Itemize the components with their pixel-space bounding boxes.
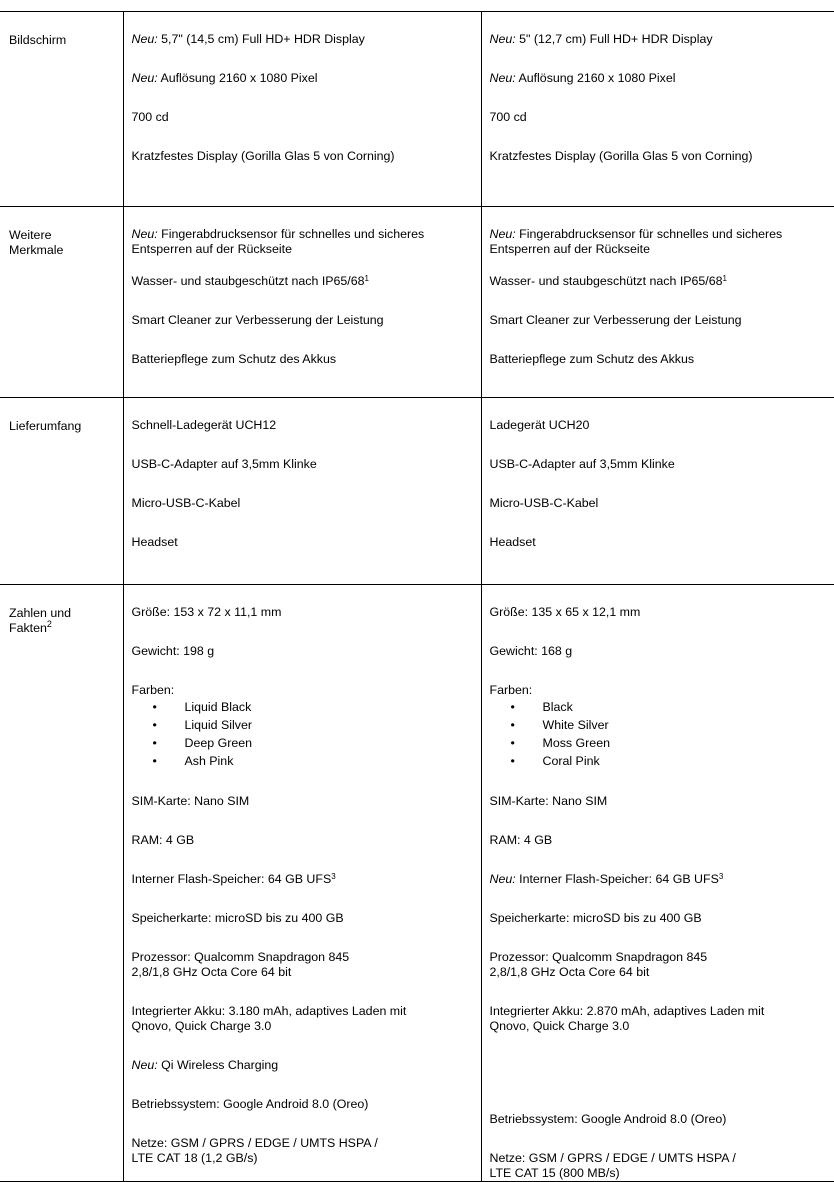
spec-item xyxy=(132,149,475,164)
spec-os: Betriebssystem: Google Android 8.0 (Oreo) xyxy=(489,1112,727,1126)
spec-text-continued: Qnovo, Quick Charge 3.0 xyxy=(131,1019,272,1033)
spec-item: Headset xyxy=(489,535,536,549)
spec-text: Batteriepflege zum Schutz des Akkus xyxy=(131,352,337,366)
spec-text: Interner Flash-Speicher: 64 GB UFS xyxy=(515,872,719,886)
spec-text: Fingerabdrucksensor für schnelles und sicheres xyxy=(157,227,425,241)
spec-text: 5,7" (14,5 cm) Full HD+ HDR Display xyxy=(157,32,365,46)
new-marker: Neu: xyxy=(131,1058,158,1072)
spec-text: Fingerabdrucksensor für schnelles und sicheres xyxy=(515,227,783,241)
right-cell xyxy=(481,585,834,1182)
spec-text: Qi Wireless Charging xyxy=(157,1058,279,1072)
spec-text-continued: Entsperren auf der Rückseite xyxy=(131,242,292,256)
row-header-line: Weitere xyxy=(9,228,52,242)
spec-networks xyxy=(490,1151,829,1181)
spec-networks xyxy=(132,1136,475,1166)
spec-text: Auflösung 2160 x 1080 Pixel xyxy=(157,71,318,85)
spec-text: 5" (12,7 cm) Full HD+ HDR Display xyxy=(515,32,713,46)
left-cell xyxy=(123,207,481,398)
spec-os: Betriebssystem: Google Android 8.0 (Oreo) xyxy=(131,1097,369,1111)
right-cell xyxy=(481,398,834,585)
spec-text: Netze: GSM / GPRS / EDGE / UMTS HSPA / xyxy=(489,1151,736,1165)
new-marker: Neu: xyxy=(489,32,516,46)
footnote-marker: 3 xyxy=(331,872,336,881)
spec-text: Kratzfestes Display (Gorilla Glas 5 von Corning) xyxy=(489,149,753,163)
spec-ram: RAM: 4 GB xyxy=(131,833,195,847)
spec-item xyxy=(132,352,475,367)
spec-weight: Gewicht: 198 g xyxy=(131,644,215,658)
spec-text: Smart Cleaner zur Verbesserung der Leistung xyxy=(131,313,384,327)
spec-cpu xyxy=(490,950,829,980)
spec-item xyxy=(490,149,829,164)
list-item: • Moss Green xyxy=(490,734,829,752)
spec-sim: SIM-Karte: Nano SIM xyxy=(489,794,608,808)
new-marker: Neu: xyxy=(131,71,158,85)
spec-item xyxy=(132,227,475,257)
spec-flash xyxy=(132,872,475,887)
spec-item: Headset xyxy=(131,535,178,549)
table-row-lieferumfang xyxy=(0,398,834,585)
footnote-marker: 1 xyxy=(364,274,369,283)
row-header-line: Merkmale xyxy=(9,243,64,257)
right-cell xyxy=(481,207,834,398)
spec-text-continued: LTE CAT 15 (800 MB/s) xyxy=(489,1166,620,1180)
table-row-weitere-merkmale xyxy=(0,207,834,398)
spec-text: Prozessor: Qualcomm Snapdragon 845 xyxy=(131,950,350,964)
spec-text: Wasser- und staubgeschützt nach IP65/68 xyxy=(131,274,365,288)
spec-text: Integrierter Akku: 3.180 mAh, adaptives Laden mit xyxy=(131,1004,407,1018)
new-marker: Neu: xyxy=(489,71,516,85)
spec-text: Prozessor: Qualcomm Snapdragon 845 xyxy=(489,950,708,964)
spec-text: Auflösung 2160 x 1080 Pixel xyxy=(515,71,676,85)
list-item: • White Silver xyxy=(490,716,829,734)
spec-item xyxy=(490,274,829,289)
spec-text: Netze: GSM / GPRS / EDGE / UMTS HSPA / xyxy=(131,1136,378,1150)
spec-item: Micro-USB-C-Kabel xyxy=(131,496,241,510)
spec-item: Micro-USB-C-Kabel xyxy=(489,496,599,510)
footnote-marker: 2 xyxy=(46,619,52,629)
row-header: Bildschirm xyxy=(9,33,67,47)
spec-card: Speicherkarte: microSD bis zu 400 GB xyxy=(489,911,702,925)
spec-item xyxy=(132,71,475,86)
spec-text-continued: Entsperren auf der Rückseite xyxy=(489,242,650,256)
spec-size: Größe: 153 x 72 x 11,1 mm xyxy=(131,605,282,619)
row-header-cell xyxy=(0,12,123,207)
spec-battery xyxy=(490,1004,829,1034)
list-item: • Liquid Black xyxy=(132,698,475,716)
spec-qi xyxy=(132,1058,475,1073)
row-header-cell xyxy=(0,585,123,1182)
new-marker: Neu: xyxy=(131,32,158,46)
left-cell xyxy=(123,12,481,207)
spec-text-continued: 2,8/1,8 GHz Octa Core 64 bit xyxy=(489,965,650,979)
row-header-line: Zahlen und xyxy=(9,606,72,620)
colors-label: Farben: xyxy=(489,683,533,697)
spec-item: Schnell-Ladegerät UCH12 xyxy=(131,418,277,432)
spec-item xyxy=(490,313,829,328)
spec-weight: Gewicht: 168 g xyxy=(489,644,573,658)
spec-item xyxy=(132,110,475,125)
spec-item xyxy=(490,71,829,86)
list-item: • Ash Pink xyxy=(132,752,475,770)
spec-text-continued: 2,8/1,8 GHz Octa Core 64 bit xyxy=(131,965,292,979)
spec-size: Größe: 135 x 65 x 12,1 mm xyxy=(489,605,641,619)
spec-text: Kratzfestes Display (Gorilla Glas 5 von Corning) xyxy=(131,149,395,163)
spec-text: 700 cd xyxy=(131,110,169,124)
spec-colors xyxy=(490,683,829,770)
spec-item: USB-C-Adapter auf 3,5mm Klinke xyxy=(489,457,675,471)
spec-text: Interner Flash-Speicher: 64 GB UFS xyxy=(131,872,332,886)
spec-card: Speicherkarte: microSD bis zu 400 GB xyxy=(131,911,344,925)
row-header-line: Fakten xyxy=(9,621,47,635)
row-header xyxy=(0,207,123,390)
row-header: Lieferumfang xyxy=(9,419,82,433)
spec-item xyxy=(490,110,829,125)
new-marker: Neu: xyxy=(131,227,158,241)
spec-item: USB-C-Adapter auf 3,5mm Klinke xyxy=(131,457,317,471)
spec-text: Batteriepflege zum Schutz des Akkus xyxy=(489,352,695,366)
new-marker: Neu: xyxy=(489,227,516,241)
list-item: • Deep Green xyxy=(132,734,475,752)
list-item: • Black xyxy=(490,698,829,716)
footnote-marker: 1 xyxy=(722,274,727,283)
empty-slot xyxy=(490,1058,829,1088)
left-cell xyxy=(123,398,481,585)
spec-ram: RAM: 4 GB xyxy=(489,833,553,847)
row-header-cell xyxy=(0,398,123,585)
spec-text-continued: Qnovo, Quick Charge 3.0 xyxy=(489,1019,630,1033)
color-list xyxy=(490,698,829,770)
spec-text-continued: LTE CAT 18 (1,2 GB/s) xyxy=(131,1151,258,1165)
spec-cpu xyxy=(132,950,475,980)
footnote-marker: 3 xyxy=(718,872,724,881)
color-list xyxy=(132,698,475,770)
spec-colors xyxy=(132,683,475,770)
right-cell xyxy=(481,12,834,207)
spec-item xyxy=(132,313,475,328)
spec-sim: SIM-Karte: Nano SIM xyxy=(131,794,250,808)
spec-item xyxy=(490,352,829,367)
new-marker: Neu: xyxy=(489,872,516,886)
spec-table xyxy=(0,11,834,1182)
list-item: • Liquid Silver xyxy=(132,716,475,734)
left-cell xyxy=(123,585,481,1182)
table-row-bildschirm xyxy=(0,12,834,207)
colors-label: Farben: xyxy=(131,683,175,697)
spec-item xyxy=(490,32,829,47)
spec-text: Wasser- und staubgeschützt nach IP65/68 xyxy=(489,274,723,288)
spec-item: Ladegerät UCH20 xyxy=(489,418,590,432)
spec-text: 700 cd xyxy=(489,110,527,124)
spec-item xyxy=(132,32,475,47)
row-header-cell xyxy=(0,207,123,398)
spec-text: Integrierter Akku: 2.870 mAh, adaptives Laden mit xyxy=(489,1004,765,1018)
table-row-zahlen-und-fakten xyxy=(0,585,834,1182)
list-item: • Coral Pink xyxy=(490,752,829,770)
spec-flash xyxy=(490,872,829,887)
spec-text: Smart Cleaner zur Verbesserung der Leistung xyxy=(489,313,742,327)
spec-battery xyxy=(132,1004,475,1034)
spec-item xyxy=(490,227,829,257)
spec-item xyxy=(132,274,475,289)
row-header xyxy=(0,585,123,1174)
